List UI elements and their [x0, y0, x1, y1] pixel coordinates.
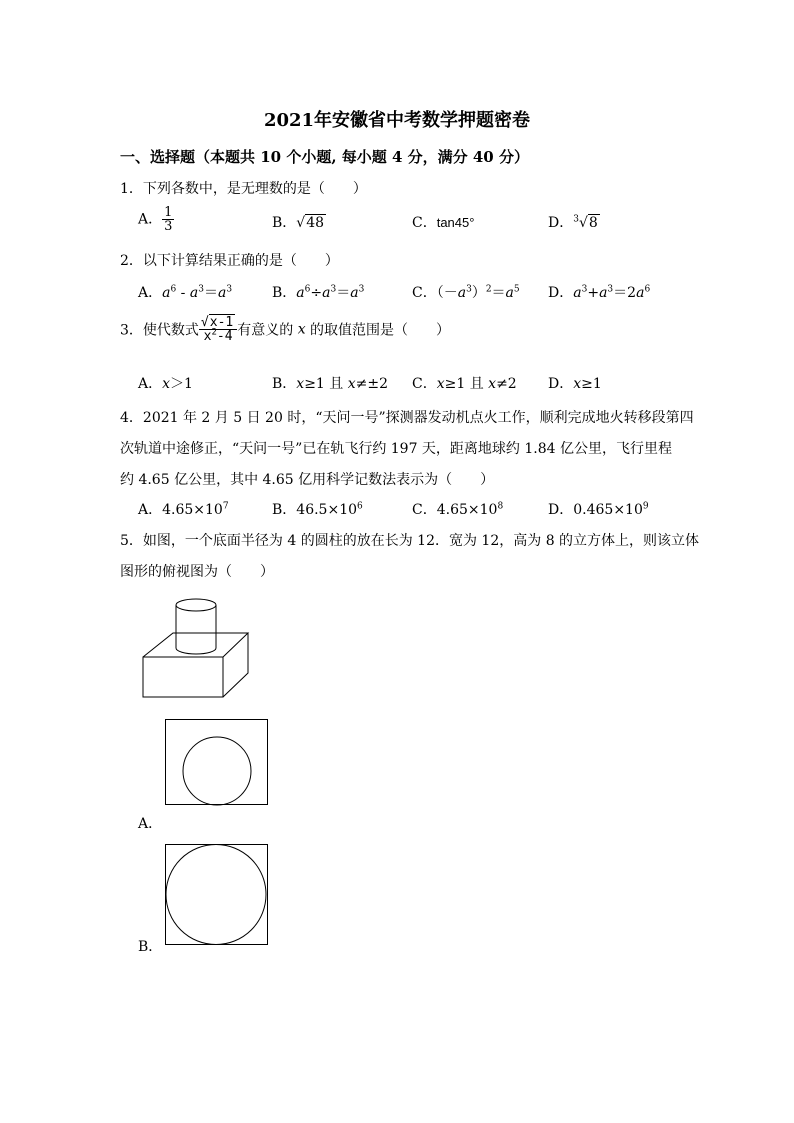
variable: x: [573, 376, 582, 392]
equals: ＝: [203, 285, 218, 301]
variable: a: [322, 285, 331, 301]
variable: x: [203, 329, 212, 344]
option-value: 0.465×10: [573, 502, 643, 518]
exponent: 2: [211, 327, 217, 338]
option-label: A．: [138, 502, 163, 518]
exponent: 9: [642, 501, 649, 512]
question-4-line-2: 次轨道中途修正，“天问一号”已在轨飞行约 197 天，距离地球约 1.84 亿公里，飞行里程: [120, 441, 673, 457]
radicand: x-1: [209, 315, 234, 330]
exponent: 3: [466, 284, 472, 295]
variable: x: [347, 376, 356, 392]
operator: -: [176, 285, 190, 301]
exponent: 5: [513, 284, 520, 295]
variable: a: [636, 285, 645, 301]
q1-option-a: [138, 206, 174, 233]
cylinder-on-cube-figure: [140, 595, 252, 700]
q3-option-d: [548, 373, 602, 393]
option-label: C．: [412, 376, 437, 392]
exponent: 3: [330, 284, 337, 295]
variable: x: [488, 376, 497, 392]
operator: +: [587, 285, 600, 301]
variable: x: [436, 376, 445, 392]
variable: a: [350, 285, 359, 301]
exponent: 6: [304, 284, 311, 295]
question-4-line-3: 约 4.65 亿公里，其中 4.65 亿用科学记数法表示为（ ）: [120, 472, 495, 488]
exponent: 6: [170, 284, 177, 295]
q3-option-b: [272, 373, 388, 393]
option-label: A．: [138, 211, 163, 228]
radicand: 8: [588, 215, 598, 231]
denominator: [199, 327, 237, 344]
constant: -4: [216, 329, 233, 344]
option-label: D．: [548, 376, 574, 392]
q3-option-c: [412, 373, 517, 393]
denominator: 3: [164, 219, 173, 234]
variable: a: [457, 285, 467, 301]
option-label: B．: [272, 285, 297, 301]
q1-option-d: [548, 212, 600, 232]
exponent: 3: [581, 284, 588, 295]
q4-option-d: [548, 499, 649, 519]
open-paren: （－: [436, 285, 458, 301]
q3-option-a: [138, 373, 193, 393]
option-value: ≠2: [496, 376, 517, 392]
variable: a: [296, 285, 305, 301]
q2-option-b: [272, 282, 364, 302]
q2-option-c: [412, 282, 520, 302]
fraction: [162, 206, 174, 233]
page-title: 2021年安徽省中考数学押题密卷: [263, 110, 531, 131]
numerator: [199, 316, 237, 330]
exponent: 3: [198, 284, 204, 295]
variable: x: [297, 321, 306, 338]
option-label: A．: [138, 376, 163, 392]
q4-option-b: [272, 499, 363, 519]
option-label: B．: [272, 376, 297, 392]
root-index: 3: [573, 214, 579, 225]
q5-option-a-label: A．: [138, 816, 163, 832]
q2-option-a: [138, 282, 232, 302]
option-value: ≠±2: [355, 376, 389, 392]
question-4-line-1: 4．2021 年 2 月 5 日 20 时，“天问一号”探测器发动机点火工作，顺利完成地火转移段第四: [120, 410, 694, 426]
variable: a: [573, 285, 582, 301]
fraction: [199, 316, 237, 343]
numerator: 1: [164, 205, 173, 220]
exponent: 8: [497, 501, 504, 512]
stem-text: 的取值范围是（ ）: [305, 322, 451, 339]
option-value: 46.5×10: [296, 502, 358, 518]
radical-sign: √: [578, 215, 588, 231]
radicand: 48: [306, 215, 325, 231]
option-label: A．: [138, 285, 163, 301]
q4-option-c: [412, 499, 503, 519]
option-value: 4.65×10: [162, 502, 223, 518]
exponent: 3: [607, 284, 614, 295]
operator: ÷: [310, 285, 323, 301]
equals: ＝2: [613, 285, 637, 301]
q4-option-a: [138, 499, 229, 519]
radical-sign: √: [296, 215, 306, 231]
variable: a: [189, 285, 199, 301]
q2-option-d: [548, 282, 650, 302]
option-value: 4.65×10: [436, 502, 498, 518]
exponent: 2: [485, 284, 492, 295]
close-paren: ）: [471, 285, 486, 301]
variable: a: [599, 285, 608, 301]
stem-text: 有意义的: [237, 322, 298, 339]
variable: a: [162, 285, 171, 301]
option-b-figure: [165, 844, 269, 946]
option-value: ＞1: [170, 376, 193, 392]
section-heading: 一、选择题（本题共 10 个小题, 每小题 4 分，满分 40 分）: [120, 148, 529, 166]
option-label: D．: [548, 502, 574, 518]
option-label: D．: [548, 285, 574, 301]
exponent: 6: [357, 501, 363, 512]
option-label: C．: [412, 285, 437, 301]
question-3-stem: [120, 316, 450, 343]
q1-option-b: [272, 212, 326, 232]
exponent: 7: [222, 501, 229, 512]
option-label: C．: [412, 215, 437, 231]
option-label: B．: [272, 502, 297, 518]
variable: a: [217, 285, 227, 301]
question-5-line-1: 5．如图，一个底面半径为 4 的圆柱的放在长为 12．宽为 12，高为 8 的立方体上，则该立体: [120, 533, 700, 549]
question-2-stem: 2．以下计算结果正确的是（ ）: [120, 253, 339, 269]
option-label: D．: [548, 215, 574, 231]
equals: ＝: [336, 285, 351, 301]
exponent: 3: [226, 284, 233, 295]
option-label: B．: [272, 215, 297, 231]
option-label: C．: [412, 502, 437, 518]
question-1-stem: 1．下列各数中，是无理数的是（ ）: [120, 181, 367, 197]
option-value: ≥1 且: [304, 376, 348, 392]
q1-option-c: [412, 212, 474, 232]
option-value: ≥1 且: [444, 376, 489, 392]
tan-expression: tan45°: [436, 215, 475, 230]
equals: ＝: [491, 285, 506, 301]
question-5-line-2: 图形的俯视图为（ ）: [120, 564, 274, 580]
variable: a: [505, 285, 514, 301]
stem-text: 3．使代数式: [120, 322, 199, 339]
variable: x: [296, 376, 305, 392]
option-a-figure: [165, 719, 269, 806]
exponent: 3: [358, 284, 365, 295]
variable: x: [162, 376, 171, 392]
exponent: 6: [644, 284, 651, 295]
q5-option-b-label: B．: [138, 939, 163, 955]
radical-sign: √: [200, 315, 209, 330]
option-value: ≥1: [581, 376, 602, 392]
